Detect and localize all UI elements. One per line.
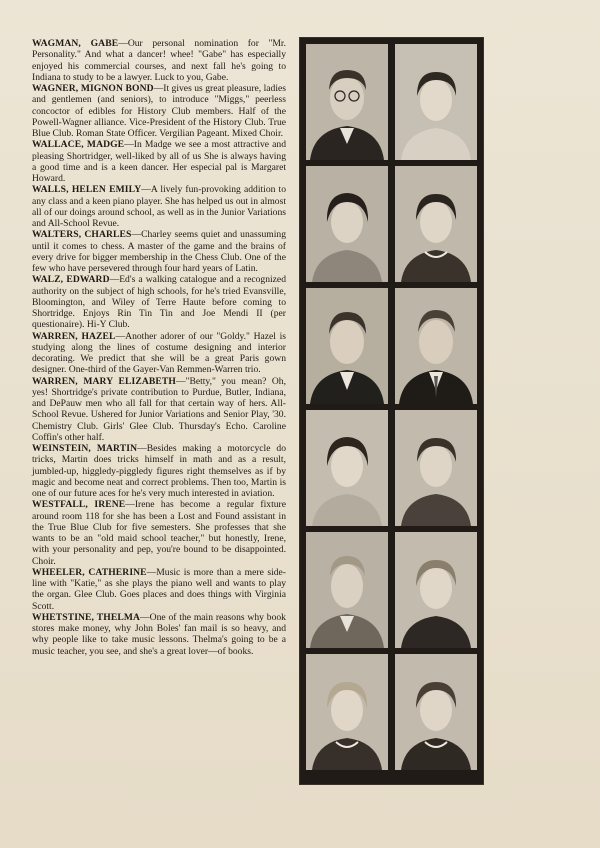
entry-name: WALLACE, MADGE xyxy=(32,139,125,151)
entry-walters-charles: WALTERS, CHARLES—Charley seems quiet and unassuming until it comes to chess. A master of the game and the brains of every drive for bigger membership in the Chess Club. One of the few who have persevered through four hard years of Latin. xyxy=(32,229,286,274)
portrait-weinstein-martin xyxy=(306,532,388,648)
entry-text: Our personal nomination for "Mr. Personality." And what a dancer! whee! "Gabe" has especially enjoyed his commercial courses, and next fall he's going to Indiana to study to be a lawyer. Luck to you, Gabe. xyxy=(32,38,286,83)
entry-walz-edward: WALZ, EDWARD—Ed's a walking catalogue and a recognized authority on the subject of high schools, for he's tried Evansville, Bloomington, and Wiley of Terre Haute before coming to Shortridge. Enjoys Rin Tin Tin and Joe Mendi II (per questionaire). Hi-Y Club. xyxy=(32,274,286,331)
entry-wheeler-catherine: WHEELER, CATHERINE—Music is more than a mere side-line with "Katie," as she plays the piano well and wants to play the organ. Glee Club. Goes places and does things with Virginia Scott. xyxy=(32,566,286,612)
entry-text: A lively fun-provoking addition to any class and a keen piano player. She has helped us out in almost all of our doings around school, as well as in the Junior Variations and All-School Revue. xyxy=(32,184,287,229)
entry-text: Besides making a motorcycle do tricks, Martin does tricks himself in math and as a result, jumbled-up, higgledy-piggledy figures right themselves as if by magic and become neat and correct problems. Then too, Martin is one of our future aces for he's very much interested in aviation. xyxy=(32,443,286,499)
entry-wallace-madge: WALLACE, MADGE—In Madge we see a most attractive and pleasing Shortridger, well-liked by all of us She is always having a good time and is a keen dancer. Her especial pal is Margaret Howard. xyxy=(32,139,287,184)
entry-text: It gives us great pleasure, ladies and gentlemen (and seniors), to introduce "Miggs," peerless concoctor of edibles for History Club members. Half of the Powell-Wagner alliance. Vice-President of the History Club. True Blue Club. Roman State Officer. Vergilian Pageant. Mixed Choir. xyxy=(32,83,287,139)
entry-westfall-irene: WESTFALL, IRENE—Irene has become a regular fixture around room 118 for she has been a Lost and Found assistant in the True Blue Club for five semesters. She professes that she wants to be an "old maid school teacher," but honestly, Irene, with your personality and pep, you're bound to be disappointed. Choir. xyxy=(32,499,286,567)
portrait-walls-helen xyxy=(395,166,477,282)
entry-name: WESTFALL, IRENE xyxy=(32,499,126,511)
entry-name: WARREN, HAZEL xyxy=(32,330,116,342)
entry-text: One of the main reasons why book stores make money, why John Boles' fan mail is so heavy, and why people like to take music lessons. Thelma's going to be a music teacher, you see, and she's a great lover—of books. xyxy=(32,611,286,657)
entry-name: WAGMAN, GABE xyxy=(32,38,119,49)
entry-text: In Madge we see a most attractive and pleasing Shortridger, well-liked by all of us She is always having a good time and is a keen dancer. Her especial pal is Margaret Howard. xyxy=(32,139,287,184)
portrait-warren-mary xyxy=(395,410,477,526)
entry-name: WAGNER, MIGNON BOND xyxy=(32,83,154,94)
entry-name: WARREN, MARY ELIZABETH xyxy=(32,375,176,387)
entry-warren-hazel: WARREN, HAZEL—Another adorer of our "Goldy." Hazel is studying along the lines of costume designing and interior decorating. We predict that she will be a great Paris gown designer. One-third of the Gayer-Van Remmen-Warren trio. xyxy=(32,330,287,376)
entry-text: Irene has become a regular fixture around room 118 for she has been a Lost and Found assistant in the True Blue Club for five semesters. She professes that she wants to be an "old maid school teacher," but honestly, Irene, with your personality and pep, you're bound to be disappointed. Choir. xyxy=(32,499,286,567)
portrait-walz-edward xyxy=(395,288,477,404)
portrait-wheeler-catherine xyxy=(306,654,388,770)
portrait-wagner-mignon xyxy=(395,44,477,160)
portrait-wallace-madge xyxy=(306,166,388,282)
portrait-wagman-gabe xyxy=(306,44,388,160)
entry-name: WALZ, EDWARD xyxy=(32,274,110,286)
entry-warren-mary: WARREN, MARY ELIZABETH—"Betty," you mean? Oh, yes! Shortridge's private contribution to Purdue, Butler, Indiana, and DePauw men who all fall for that certain way of hers. All-School Revue. Ushered for Junior Variations and Senior Play, '30. Chemistry Club. Girls' Glee Club. Thursday's Echo. Caroline Coffin's other half. xyxy=(32,375,287,443)
portrait-warren-hazel xyxy=(306,410,388,526)
entry-text: Music is more than a mere side-line with "Katie," as she plays the piano well and wants to play the organ. Glee Club. Goes places and does things with Virginia Scott. xyxy=(32,566,286,612)
portrait-westfall-irene xyxy=(395,532,477,648)
entry-walls-helen: WALLS, HELEN EMILY—A lively fun-provoking addition to any class and a keen piano player. She has helped us out in almost all of our doings around school, as well as in the Junior Variations and All-School Revue. xyxy=(32,184,287,229)
entry-weinstein-martin: WEINSTEIN, MARTIN—Besides making a motorcycle do tricks, Martin does tricks himself in math and as a result, jumbled-up, higgledy-piggledy figures right themselves as if by magic and become neat and correct problems. Then too, Martin is one of our future aces for he's very much interested in aviation. xyxy=(32,443,286,499)
entry-name: WHETSTINE, THELMA xyxy=(32,611,141,623)
entry-text: Ed's a walking catalogue and a recognized authority on the subject of high schools, for he's tried Evansville, Bloomington, and Wiley of Terre Haute before coming to Shortridge. Enjoys Rin Tin Tin and Joe Mendi II (per questionaire). Hi-Y Club. xyxy=(32,274,286,331)
portrait-whetstine-thelma xyxy=(395,654,477,770)
entry-wagner-mignon: WAGNER, MIGNON BOND—It gives us great pleasure, ladies and gentlemen (and seniors), to introduce "Miggs," peerless concoctor of edibles for History Club members. Half of the Powell-Wagner alliance. Vice-President of the History Club. True Blue Club. Roman State Officer. Vergilian Pageant. Mixed Choir. xyxy=(32,83,287,139)
entry-text: Charley seems quiet and unassuming until it comes to chess. A master of the game and the brains of every drive for bigger membership in the Chess Club. One of the few who have persevered through four hard years of Latin. xyxy=(32,229,286,274)
biography-column xyxy=(32,38,286,657)
portrait-walters-charles xyxy=(306,288,388,404)
entry-wagman-gabe: WAGMAN, GABE—Our personal nomination for "Mr. Personality." And what a dancer! whee! "Gabe" has especially enjoyed his commercial courses, and next fall he's going to Indiana to study to be a lawyer. Luck to you, Gabe. xyxy=(32,38,286,83)
entry-name: WALTERS, CHARLES xyxy=(32,229,132,241)
entry-name: WALLS, HELEN EMILY xyxy=(32,184,142,196)
entry-text: "Betty," you mean? Oh, yes! Shortridge's private contribution to Purdue, Butler, Indiana, and DePauw men who all fall for that certain way of hers. All-School Revue. Ushered for Junior Variations and Senior Play, '30. Chemistry Club. Girls' Glee Club. Thursday's Echo. Caroline Coffin's other half. xyxy=(32,375,287,443)
entry-whetstine-thelma: WHETSTINE, THELMA—One of the main reasons why book stores make money, why John Boles' fan mail is so heavy, and why people like to take music lessons. Thelma's going to be a music teacher, you see, and she's a great lover—of books. xyxy=(32,611,286,657)
entry-name: WHEELER, CATHERINE xyxy=(32,566,147,578)
portrait-panel xyxy=(300,38,483,784)
entry-name: WEINSTEIN, MARTIN xyxy=(32,443,138,454)
entry-text: Another adorer of our "Goldy." Hazel is studying along the lines of costume designing and interior decorating. We predict that she will be a great Paris gown designer. One-third of the Gayer-Van Remmen-Warren trio. xyxy=(32,330,287,376)
